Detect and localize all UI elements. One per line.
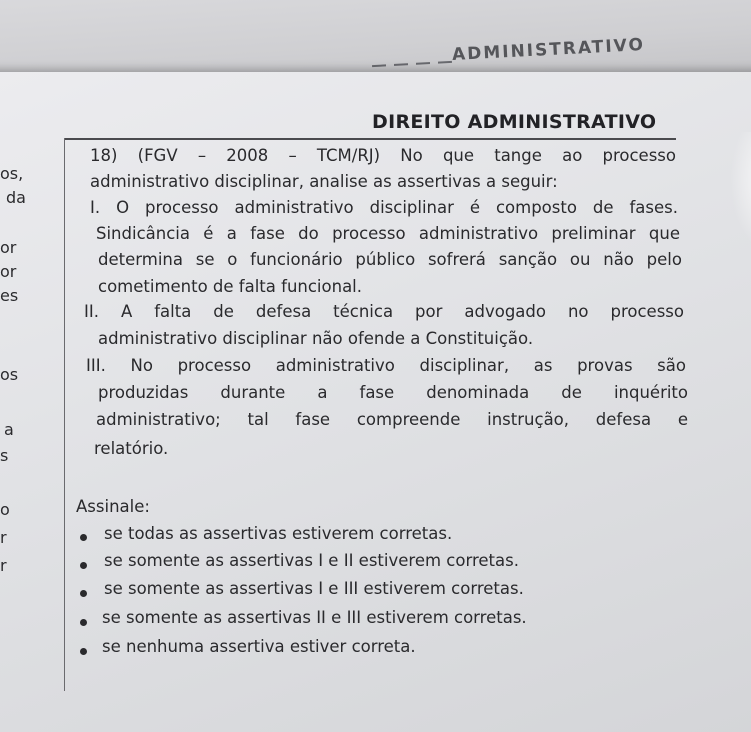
bullet-icon [80, 562, 87, 569]
option-c: se somente as assertivas I e III estiverem corretas. [104, 579, 524, 598]
assertion-1-line-1: I. O processo administrativo disciplinar é composto de fases. [90, 198, 678, 217]
assertion-3-line-2: produzidas durante a fase denominada de inquérito [98, 383, 688, 402]
left-fragment: es [0, 286, 19, 305]
header-rule [64, 138, 676, 140]
assertion-2-line-2: administrativo disciplinar não ofende a Constituição. [98, 329, 534, 348]
bullet-icon [80, 534, 87, 541]
option-b: se somente as assertivas I e II estiverem corretas. [104, 551, 519, 570]
bullet-icon [80, 648, 87, 655]
bullet-icon [80, 619, 87, 626]
assertion-3-line-1: III. No processo administrativo disciplinar, as provas são [86, 356, 686, 375]
left-fragment: or [0, 238, 17, 257]
column-divider [64, 138, 65, 691]
option-a: se todas as assertivas estiverem corretas. [104, 524, 453, 543]
assertion-3-line-4: relatório. [94, 439, 169, 458]
background-header: ADMINISTRATIVO [451, 34, 646, 66]
light-glare [730, 132, 751, 252]
assertion-1-line-3: determina se o funcionário público sofrerá sanção ou não pelo [98, 250, 682, 269]
question-heading: 18) (FGV – 2008 – TCM/RJ) No que tange ao processo [90, 146, 676, 165]
option-e: se nenhuma assertiva estiver correta. [102, 637, 416, 656]
option-d: se somente as assertivas II e III estiverem corretas. [102, 608, 527, 627]
left-fragment: r [0, 556, 7, 575]
page-header-title: DIREITO ADMINISTRATIVO [372, 111, 657, 133]
bullet-icon [80, 590, 87, 597]
left-fragment: o [0, 500, 10, 519]
answer-prompt: Assinale: [76, 497, 150, 516]
left-fragment: r [0, 528, 7, 547]
left-fragment: or [0, 262, 17, 281]
left-fragment: os [0, 365, 19, 384]
assertion-1-line-2: Sindicância é a fase do processo administrativo preliminar que [96, 224, 680, 243]
left-fragment: os, [0, 164, 24, 183]
document-page [0, 72, 751, 732]
assertion-3-line-3: administrativo; tal fase compreende instrução, defesa e [96, 410, 688, 429]
left-fragment: da [6, 188, 26, 207]
left-fragment: s [0, 446, 9, 465]
assertion-2-line-1: II. A falta de defesa técnica por advogado no processo [84, 302, 684, 321]
question-intro: administrativo disciplinar, analise as assertivas a seguir: [90, 172, 558, 191]
left-fragment: a [4, 420, 14, 439]
assertion-1-line-4: cometimento de falta funcional. [98, 277, 363, 296]
